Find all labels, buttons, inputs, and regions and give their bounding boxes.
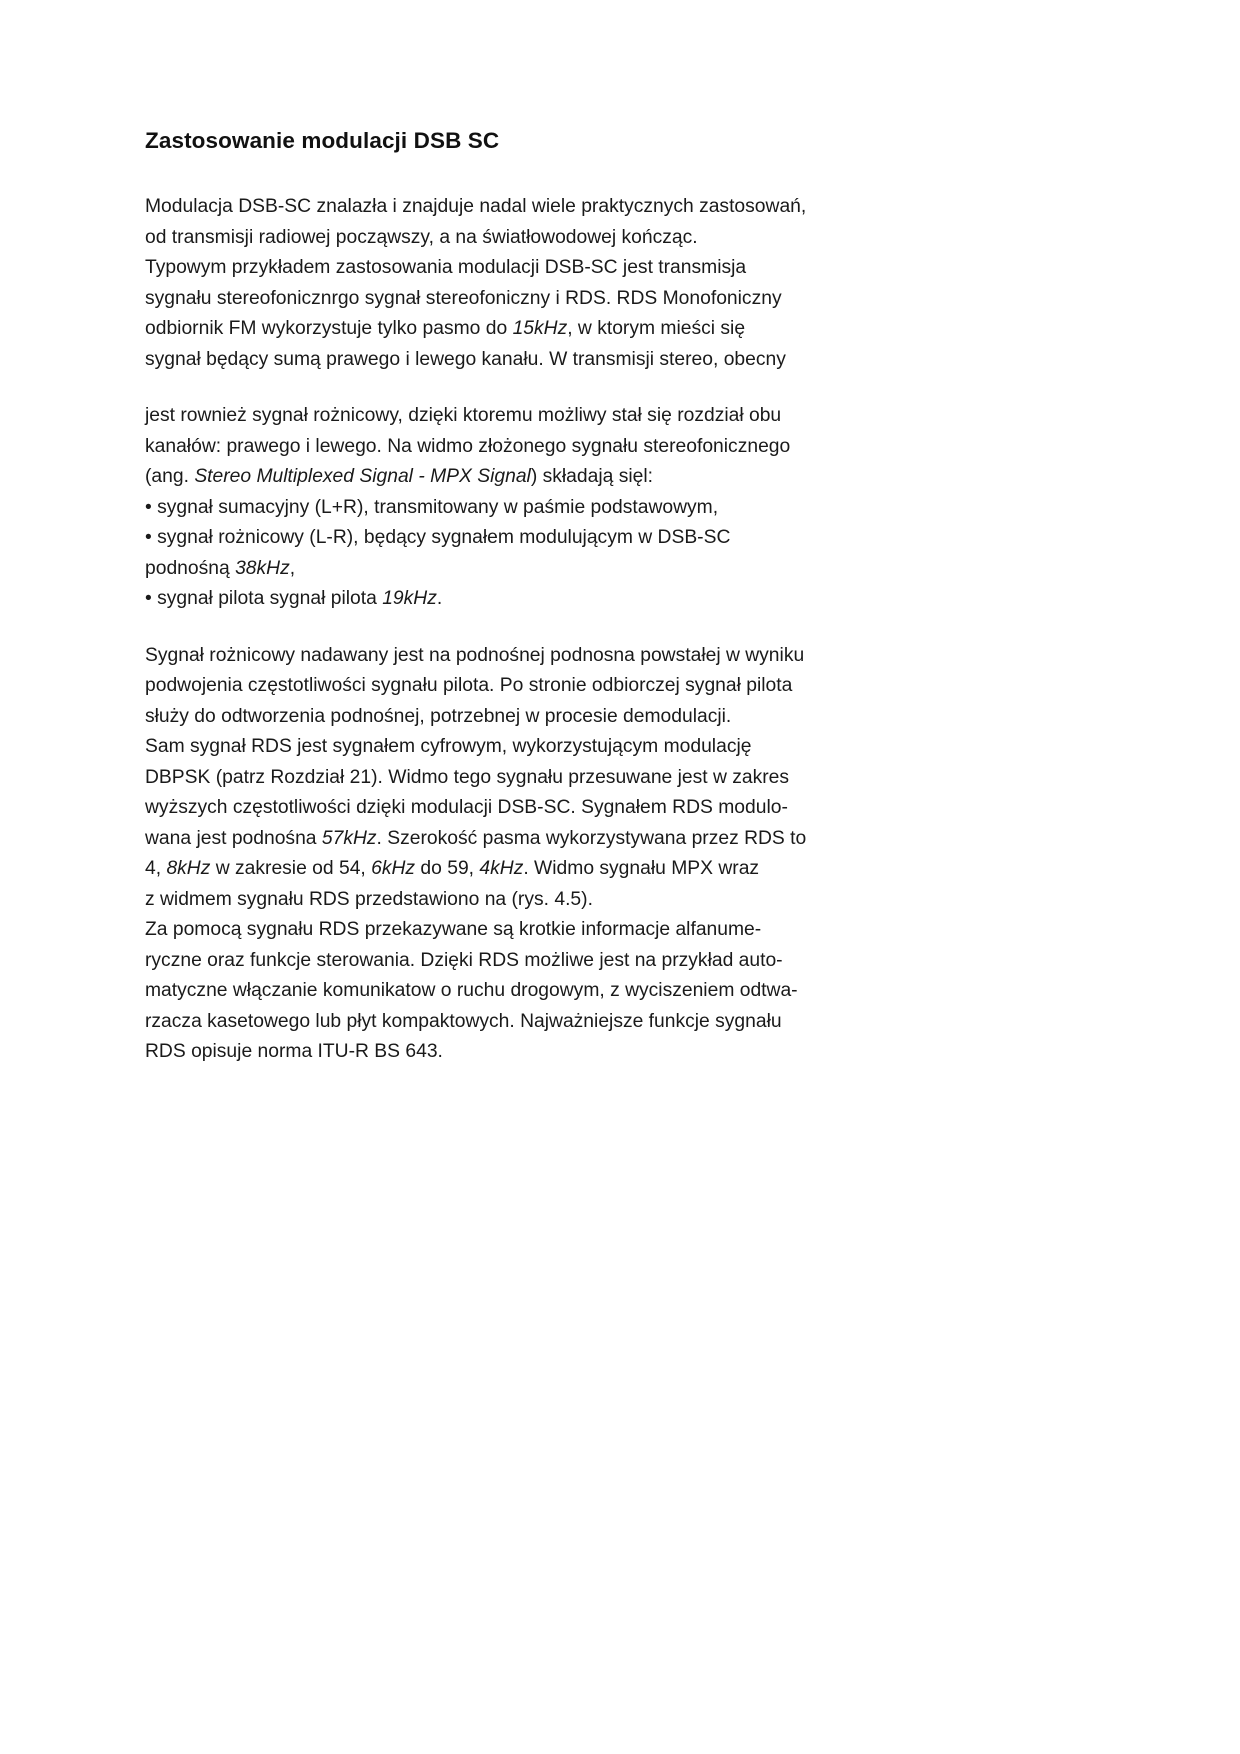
paragraph-2 — [145, 401, 935, 615]
text-line: sygnał będący sumą prawego i lewego kanału. W transmisji stereo, obecny — [145, 348, 786, 370]
text-line: wana jest podnośna 57kHz. Szerokość pasma wykorzystywana przez RDS to — [145, 827, 807, 849]
text-line: matyczne włączanie komunikatow o ruchu drogowym, z wyciszeniem odtwa- — [145, 980, 798, 1001]
text-line-italic-title: (ang. Stereo Multiplexed Signal - MPX Signal) składają sięl: — [145, 466, 654, 487]
text-line: kanałów: prawego i lewego. Na widmo złożonego sygnału stereofonicznego — [145, 435, 791, 457]
text-line: z widmem sygnału RDS przedstawiono na (rys. 4.5). — [145, 888, 593, 910]
text-line: Sam sygnał RDS jest sygnałem cyfrowym, wykorzystującym modulację — [145, 736, 752, 757]
paragraph-3 — [145, 641, 935, 1068]
text-line: służy do odtworzenia podnośnej, potrzebnej w procesie demodulacji. — [145, 705, 732, 727]
text-line: od transmisji radiowej począwszy, a na światłowodowej kończąc. — [145, 226, 698, 248]
text-line: Sygnał rożnicowy nadawany jest na podnośnej podnosna powstałej w wyniku — [145, 644, 805, 666]
text-line: Modulacja DSB-SC znalazła i znajduje nadal wiele praktycznych zastosowań, — [145, 196, 807, 217]
text-line: rzacza kasetowego lub płyt kompaktowych. Najważniejsze funkcje sygnału — [145, 1010, 782, 1032]
text-line: ryczne oraz funkcje sterowania. Dzięki RDS możliwe jest na przykład auto- — [145, 949, 783, 971]
bullet-item: • sygnał sumacyjny (L+R), transmitowany w paśmie podstawowym, — [145, 496, 719, 518]
text-line: Za pomocą sygnału RDS przekazywane są krotkie informacje alfanume- — [145, 919, 762, 940]
paragraph-1 — [145, 192, 935, 375]
text-line: 4, 8kHz w zakresie od 54, 6kHz do 59, 4kHz. Widmo sygnału MPX wraz — [145, 858, 760, 879]
text-line: Typowym przykładem zastosowania modulacji DSB-SC jest transmisja — [145, 257, 747, 278]
text-line: sygnału stereofonicznrgo sygnał stereofoniczny i RDS. RDS Monofoniczny — [145, 287, 782, 309]
text-line: RDS opisuje norma ITU-R BS 643. — [145, 1041, 443, 1062]
bullet-item: • sygnał rożnicowy (L-R), będący sygnałem modulującym w DSB-SC — [145, 527, 731, 548]
text-line: wyższych częstotliwości dzięki modulacji DSB-SC. Sygnałem RDS modulo- — [145, 797, 788, 818]
text-line: odbiornik FM wykorzystuje tylko pasmo do 15kHz, w ktorym mieści się — [145, 318, 746, 339]
page-title: Zastosowanie modulacji DSB SC — [145, 128, 500, 153]
text-line: DBPSK (patrz Rozdział 21). Widmo tego sygnału przesuwane jest w zakres — [145, 766, 790, 788]
text-line: jest rownież sygnał rożnicowy, dzięki ktoremu możliwy stał się rozdział obu — [145, 405, 782, 426]
text-line: podwojenia częstotliwości sygnału pilota. Po stronie odbiorczej sygnał pilota — [145, 675, 793, 696]
bullet-item: • sygnał pilota sygnał pilota 19kHz. — [145, 588, 443, 609]
text-line: podnośną 38kHz, — [145, 557, 296, 579]
